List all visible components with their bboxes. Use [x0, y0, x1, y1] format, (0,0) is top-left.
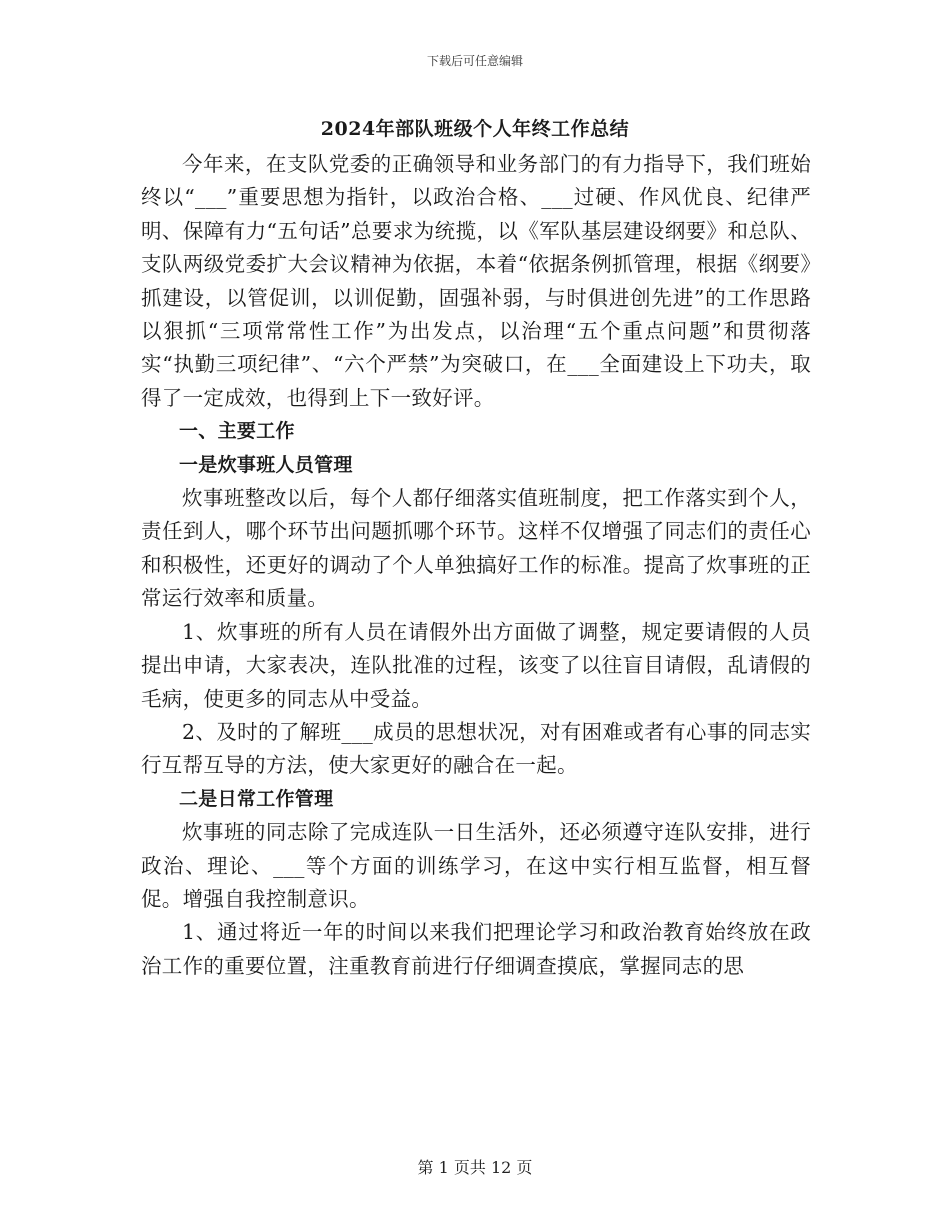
- body-paragraph: 炊事班的同志除了完成连队一日生活外，还必须遵守连队安排，进行政治、理论、___等个方面的训练学习，在这中实行相互监督，相互督促。增强自我控制意识。: [141, 820, 811, 911]
- subheading-daily-work: 二是日常工作管理: [179, 787, 334, 810]
- body-paragraph: 炊事班整改以后，每个人都仔细落实值班制度，把工作落实到个人，责任到人，哪个环节出问题抓哪个环节。这样不仅增强了同志们的责任心和积极性，还更好的调动了个人单独搞好工作的标准。提高了炊事班的正常运行效率和质量。: [141, 486, 811, 611]
- body-paragraph: 1、通过将近一年的时间以来我们把理论学习和政治教育始终放在政治工作的重要位置，注重教育前进行仔细调查摸底，掌握同志的思: [141, 920, 811, 978]
- subheading-kitchen-staff: 一是炊事班人员管理: [179, 453, 353, 476]
- document-body: [141, 148, 811, 983]
- intro-paragraph: 今年来，在支队党委的正确领导和业务部门的有力指导下，我们班始终以“___”重要思想为指针，以政治合格、___过硬、作风优良、纪律严明、保障有力“五句话”总要求为统揽，以《军队基层建设纲要》和总队、支队两级党委扩大会议精神为依据，本着“依据条例抓管理，根据《纲要》抓建设，以管促训，以训促勤，固强补弱，与时俱进创先进”的工作思路以狠抓“三项常常性工作”为出发点，以治理“五个重点问题”和贯彻落实“执勤三项纪律”、“六个严禁”为突破口，在___全面建设上下功夫，取得了一定成效，也得到上下一致好评。: [141, 152, 811, 410]
- document-title: 2024年部队班级个人年终工作总结: [320, 118, 630, 140]
- section-heading-main-work: 一、主要工作: [179, 420, 295, 443]
- page-footer: 第 1 页共 12 页: [417, 1158, 533, 1177]
- page-header: 下载后可任意编辑: [426, 54, 523, 68]
- body-paragraph: 2、及时的了解班___成员的思想状况，对有困难或者有心事的同志实行互帮互导的方法，使大家更好的融合在一起。: [141, 719, 811, 778]
- body-paragraph: 1、炊事班的所有人员在请假外出方面做了调整，规定要请假的人员提出申请，大家表决，连队批准的过程，该变了以往盲目请假，乱请假的毛病，使更多的同志从中受益。: [141, 619, 811, 711]
